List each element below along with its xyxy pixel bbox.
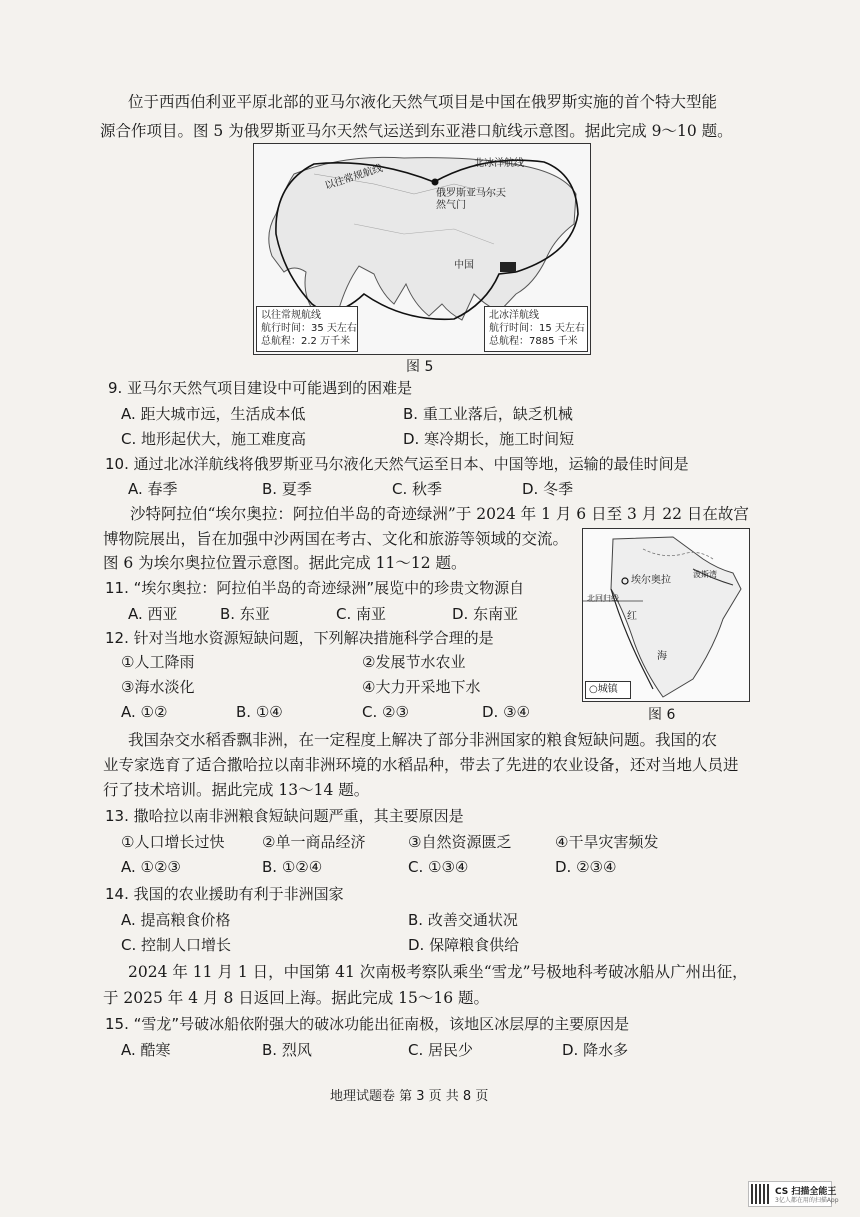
figure-6-caption: 图 6	[648, 707, 676, 723]
question-15-option-d: D. 降水多	[562, 1041, 629, 1059]
label-arctic-route: 北冰洋航线	[474, 158, 524, 169]
question-13-item-3: ③自然资源匮乏	[408, 833, 512, 851]
legend-town	[589, 684, 618, 696]
question-12-item-2: ②发展节水农业	[362, 653, 466, 671]
page-footer: 地理试题卷 第 3 页 共 8 页	[330, 1089, 489, 1104]
intro-line: 沙特阿拉伯“埃尔奥拉：阿拉伯半岛的奇迹绿洲”于 2024 年 1 月 6 日至 3 月 22 日在故宫	[130, 505, 749, 523]
info-line: 航行时间：15 天左右	[489, 323, 585, 334]
question-13-item-2: ②单一商品经济	[262, 833, 366, 851]
question-10-option-b: B. 夏季	[262, 480, 312, 498]
question-12-item-4: ④大力开采地下水	[362, 678, 481, 696]
question-14-option-a: A. 提高粮食价格	[121, 911, 231, 929]
question-14-option-b: B. 改善交通状况	[408, 911, 518, 929]
intro-line: 于 2025 年 4 月 8 日返回上海。据此完成 15～16 题。	[103, 989, 490, 1007]
label-persian-gulf: 波斯湾	[693, 570, 717, 579]
figure-5-map	[253, 143, 591, 355]
figure-6-map	[582, 528, 750, 702]
question-13-item-4: ④干旱灾害频发	[555, 833, 659, 851]
info-line: 总航程：7885 千米	[489, 336, 578, 347]
legend-box	[585, 681, 631, 699]
label-sea: 海	[657, 651, 667, 662]
question-12-option-a: A. ①②	[121, 703, 168, 721]
qr-code-icon	[751, 1184, 771, 1204]
question-14-option-d: D. 保障粮食供给	[408, 936, 520, 954]
question-9-stem: 9. 亚马尔天然气项目建设中可能遇到的困难是	[108, 379, 413, 397]
info-line: 总航程：2.2 万千米	[261, 336, 351, 347]
intro-line: 业专家选育了适合撒哈拉以南非洲环境的水稻品种，带去了先进的农业设备，还对当地人员进	[103, 756, 739, 774]
arabia-map-graphic	[583, 529, 749, 701]
question-13-item-1: ①人口增长过快	[121, 833, 225, 851]
label-old-route: 以往常规航线	[323, 163, 385, 193]
question-15-stem: 15. “雪龙”号破冰船依附强大的破冰功能出征南极，该地区冰层厚的主要原因是	[105, 1015, 630, 1033]
question-14-stem: 14. 我国的农业援助有利于非洲国家	[105, 885, 344, 903]
question-15-option-c: C. 居民少	[408, 1041, 474, 1059]
question-11-option-a: A. 西亚	[128, 605, 178, 623]
info-line: 以往常规航线	[261, 310, 321, 321]
intro-line: 图 6 为埃尔奥拉位置示意图。据此完成 11～12 题。	[103, 554, 467, 572]
question-15-option-b: B. 烈风	[262, 1041, 312, 1059]
label-china: 中国	[454, 260, 474, 271]
intro-line: 位于西西伯利亚平原北部的亚马尔液化天然气项目是中国在俄罗斯实施的首个特大型能	[128, 93, 718, 111]
scanner-tagline: 3亿人都在用的扫描App	[775, 1197, 839, 1204]
info-line: 航行时间：35 天左右	[261, 323, 357, 334]
label-red: 红	[627, 611, 637, 622]
figure-5-caption: 图 5	[406, 359, 434, 375]
intro-line: 行了技术培训。据此完成 13～14 题。	[103, 781, 370, 799]
question-14-option-c: C. 控制人口增长	[121, 936, 232, 954]
intro-line: 博物院展出，旨在加强中沙两国在考古、文化和旅游等领域的交流。	[103, 530, 569, 548]
question-11-option-c: C. 南亚	[336, 605, 387, 623]
question-10-option-a: A. 春季	[128, 480, 178, 498]
question-9-option-c: C. 地形起伏大，施工难度高	[121, 430, 307, 448]
old-route-info-box	[256, 306, 358, 352]
label-tropic: 北回归线	[587, 594, 619, 603]
question-10-option-c: C. 秋季	[392, 480, 443, 498]
question-13-stem: 13. 撒哈拉以南非洲粮食短缺问题严重，其主要原因是	[105, 807, 464, 825]
question-15-option-a: A. 酷寒	[121, 1041, 171, 1059]
info-line: 北冰洋航线	[489, 310, 539, 321]
question-9-option-b: B. 重工业落后，缺乏机械	[403, 405, 573, 423]
scanner-name: CS 扫描全能王	[775, 1187, 837, 1197]
question-13-option-c: C. ①③④	[408, 858, 469, 876]
label-al-ula: 埃尔奥拉	[631, 575, 671, 586]
question-10-option-d: D. 冬季	[522, 480, 574, 498]
question-11-stem: 11. “埃尔奥拉：阿拉伯半岛的奇迹绿洲”展览中的珍贵文物源自	[105, 579, 525, 597]
intro-line: 源合作项目。图 5 为俄罗斯亚马尔天然气运送到东亚港口航线示意图。据此完成 9～10 题。	[100, 122, 733, 140]
question-11-option-b: B. 东亚	[220, 605, 270, 623]
question-9-option-d: D. 寒冷期长，施工时间短	[403, 430, 575, 448]
question-13-option-a: A. ①②③	[121, 858, 181, 876]
question-12-option-d: D. ③④	[482, 703, 530, 721]
intro-line: 我国杂交水稻香飘非洲，在一定程度上解决了部分非洲国家的粮食短缺问题。我国的农	[128, 731, 718, 749]
question-13-option-d: D. ②③④	[555, 858, 617, 876]
question-11-option-d: D. 东南亚	[452, 605, 519, 623]
question-12-stem: 12. 针对当地水资源短缺问题，下列解决措施科学合理的是	[105, 629, 494, 647]
question-12-item-3: ③海水淡化	[121, 678, 195, 696]
question-12-item-1: ①人工降雨	[121, 653, 195, 671]
legend-label: 城镇	[597, 684, 618, 695]
scanner-watermark	[748, 1181, 839, 1207]
question-9-option-a: A. 距大城市远，生活成本低	[121, 405, 306, 423]
arctic-route-info-box	[484, 306, 588, 352]
town-icon: ○	[589, 684, 598, 695]
label-yamal-plant: 俄罗斯亚马尔天然气门	[436, 188, 506, 211]
question-12-option-b: B. ①④	[236, 703, 283, 721]
intro-line: 2024 年 11 月 1 日，中国第 41 次南极考察队乘坐“雪龙”号极地科考破冰船从广州出征，	[128, 963, 748, 981]
question-12-option-c: C. ②③	[362, 703, 409, 721]
question-13-option-b: B. ①②④	[262, 858, 323, 876]
question-10-stem: 10. 通过北冰洋航线将俄罗斯亚马尔液化天然气运至日本、中国等地，运输的最佳时间是	[105, 455, 689, 473]
